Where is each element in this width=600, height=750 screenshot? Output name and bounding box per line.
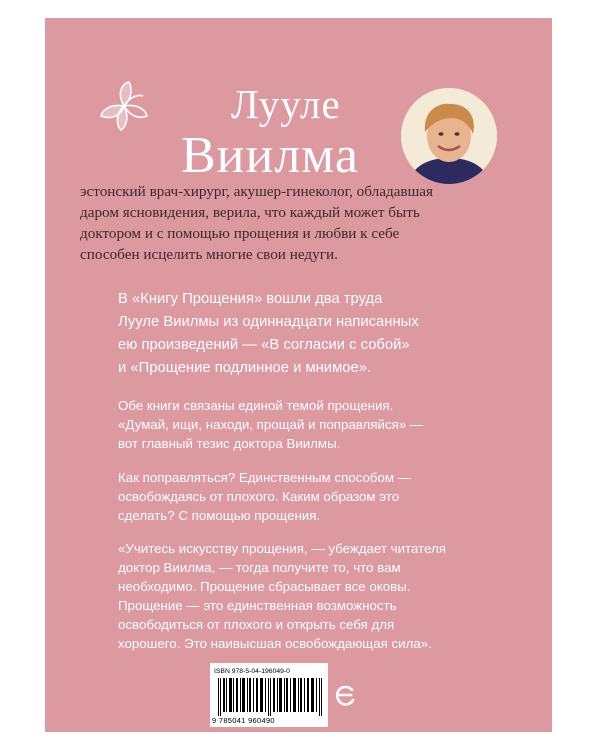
paragraph-line: «Учитесь искусству прощения, — убеждает читателя xyxy=(118,541,446,556)
paragraph-line: освобождаясь от плохого. Каким образом это xyxy=(118,489,400,504)
paragraph-line: Как поправляться? Единственным способом — xyxy=(118,470,412,485)
author-bio xyxy=(80,181,480,265)
intro-line: ею произведений — «В согласии с собой» xyxy=(118,337,410,353)
barcode-area xyxy=(210,663,328,727)
paragraph-line: Обе книги связаны единой темой прощения. xyxy=(118,398,394,413)
paragraph-line: хорошего. Это наивысшая освобождающая сила». xyxy=(118,636,432,651)
bio-line: доктором и с помощью прощения и любви к себе xyxy=(80,225,400,242)
bio-line: даром ясновидения, верила, что каждый может быть xyxy=(80,204,420,221)
intro-text xyxy=(118,288,419,380)
intro-line: и «Прощение подлинное и мнимое». xyxy=(118,360,372,376)
intro-line: Лууле Виилмы из одиннадцати написанных xyxy=(118,314,419,330)
paragraph-line: вот главный тезис доктора Виилмы. xyxy=(118,436,341,451)
flower-icon xyxy=(99,80,149,132)
paragraph-line: освободиться от плохого и открыть себя для xyxy=(118,617,395,632)
barcode-digits: 9 785041 960490 xyxy=(212,716,275,725)
isbn-label: ISBN 978-5-04-196049-0 xyxy=(214,668,290,675)
paragraph-line: сделать? С помощью прощения. xyxy=(118,508,321,523)
paragraph-2 xyxy=(118,468,411,525)
intro-line: В «Книгу Прощения» вошли два труда xyxy=(118,291,383,307)
barcode xyxy=(218,678,322,716)
paragraph-line: необходимо. Прощение сбрасывает все оковы. xyxy=(118,579,411,594)
paragraph-line: доктор Виилма, — тогда получите то, что вам xyxy=(118,560,401,575)
publisher-logo-icon xyxy=(333,683,357,707)
back-cover xyxy=(45,18,552,732)
author-portrait xyxy=(401,88,497,184)
author-first-name: Лууле xyxy=(231,81,341,127)
bio-line: способен исцелить многие свои недуги. xyxy=(80,246,338,263)
paragraph-1 xyxy=(118,396,423,453)
paragraph-line: Прощение — это единственная возможность xyxy=(118,598,397,613)
bio-line: эстонский врач-хирург, акушер-гинеколог, обладавшая xyxy=(80,183,434,200)
author-last-name: Виилма xyxy=(181,127,359,184)
paragraph-3 xyxy=(118,539,446,653)
paragraph-line: «Думай, ищи, находи, прощай и поправляйся» — xyxy=(118,417,424,432)
